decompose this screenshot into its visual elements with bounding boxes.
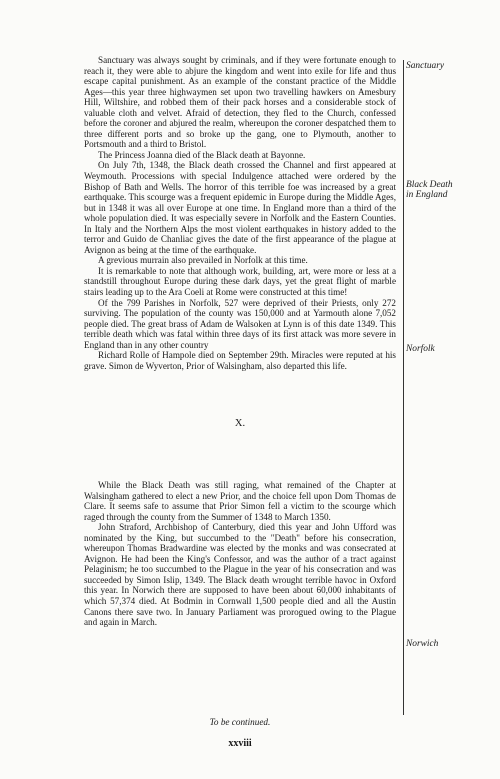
- paragraph-norfolk-parishes: Of the 799 Parishes in Norfolk, 527 were deprived of their Priests, only 272 surviving. The population of the county was 150,000 and at Yarmouth alone 7,052 people died. The great brass of Adam de Walsoken at Lynn is of this date 1349. This terrible death which was fatal within three days of its first attack was more severe in England than in any other country: [84, 297, 396, 350]
- paragraph-archbishops: John Straford, Archbishop of Canterbury, died this year and John Ufford was nominated by the King, but succumbed to the "Death" before his consecration, whereupon Thomas Bradwardine was elected by the monks and was consecrated at Avignon. He had been the King's Confessor, and was the author of a tract against Pelaginism; he too succumbed to the Plague in the year of his consecration and was succeeded by Simon Islip, 1349. The Black death wrought terrible havoc in Oxford this year. In Norwich there are supposed to have been about 60,000 inhabitants of which 57,374 died. At Bodmin in Cornwall 1,500 people died and all the Austin Canons there save two. In January Parliament was prorogued owing to the Plague and again in March.: [84, 522, 396, 628]
- continued-note: To be continued.: [209, 717, 271, 727]
- paragraph-ara-coeli: It is remarkable to note that although work, building, art, were more or less at a standstill throughout Europe during these dark days, yet the great flight of marble stairs leading up to the Ara Coeli at Rome were constructed at this time!: [84, 265, 396, 298]
- page-number: xxviii: [228, 738, 252, 749]
- margin-note-norwich: Norwich: [406, 639, 439, 649]
- paragraph-murrain: A grevious murrain also prevailed in Norfolk at this time.: [98, 255, 308, 266]
- paragraph-black-death: On July 7th, 1348, the Black death crossed the Channel and first appeared at Weymouth. Processions with special Indulgence attached were ordered by the Bishop of Bath and Wells. The horror of this terrible foe was increased by a great earthquake. This scourge was a frequent epidemic in Europe during the Middle Ages, but in 1348 it was all over Europe at one time. In England more than a third of the whole population died. It was especially severe in Norfolk and the Eastern Counties. In Italy and the Northern Alps the most violent earthquakes in history added to the terror and Guido de Chanliac gives the date of the first appearance of the plague at Avignon as being at the time of the earthquake.: [84, 160, 396, 255]
- margin-note-black-death: [406, 180, 490, 201]
- margin-rule: [403, 60, 404, 715]
- paragraph-new-prior: While the Black Death was still raging, what remained of the Chapter at Walsingham gathered to elect a new Prior, and the choice fell upon Dom Thomas de Clare. It seems safe to assume that Prior Simon fell a victim to the scourge which raged through the county from the Summer of 1348 to March 1350.: [84, 479, 396, 522]
- paragraph-richard-rolle: Richard Rolle of Hampole died on September 29th. Miracles were reputed at his grave. Simon de Wyverton, Prior of Walsingham, also departed this life.: [84, 350, 396, 371]
- main-text-column: [84, 55, 396, 628]
- margin-note-black-death-line2: in England: [406, 190, 448, 201]
- section-heading: X.: [234, 418, 246, 430]
- paragraph-sanctuary: Sanctuary was always sought by criminals, and if they were fortunate enough to reach it, they were able to abjure the kingdom and went into exile for life and thus escape capital punishment. As an example of the constant practice of the Middle Ages—this year three highwaymen set upon two travelling hawkers on Amesbury Hill, Wiltshire, and robbed them of their pack horses and a considerable stock of valuable cloth and velvet. Afraid of detection, they fled to the Church, confessed before the coroner and abjured the realm, whereupon the coroner despatched them to three different ports and so broke up the gang, one to Plymouth, another to Portsmouth and a third to Bristol.: [84, 55, 396, 150]
- margin-note-norfolk: Norfolk: [406, 344, 435, 354]
- margin-note-black-death-line1: Black Death: [406, 180, 453, 190]
- paragraph-princess-joanna: The Princess Joanna died of the Black death at Bayonne.: [98, 149, 306, 160]
- margin-note-sanctuary: Sanctuary: [406, 61, 445, 71]
